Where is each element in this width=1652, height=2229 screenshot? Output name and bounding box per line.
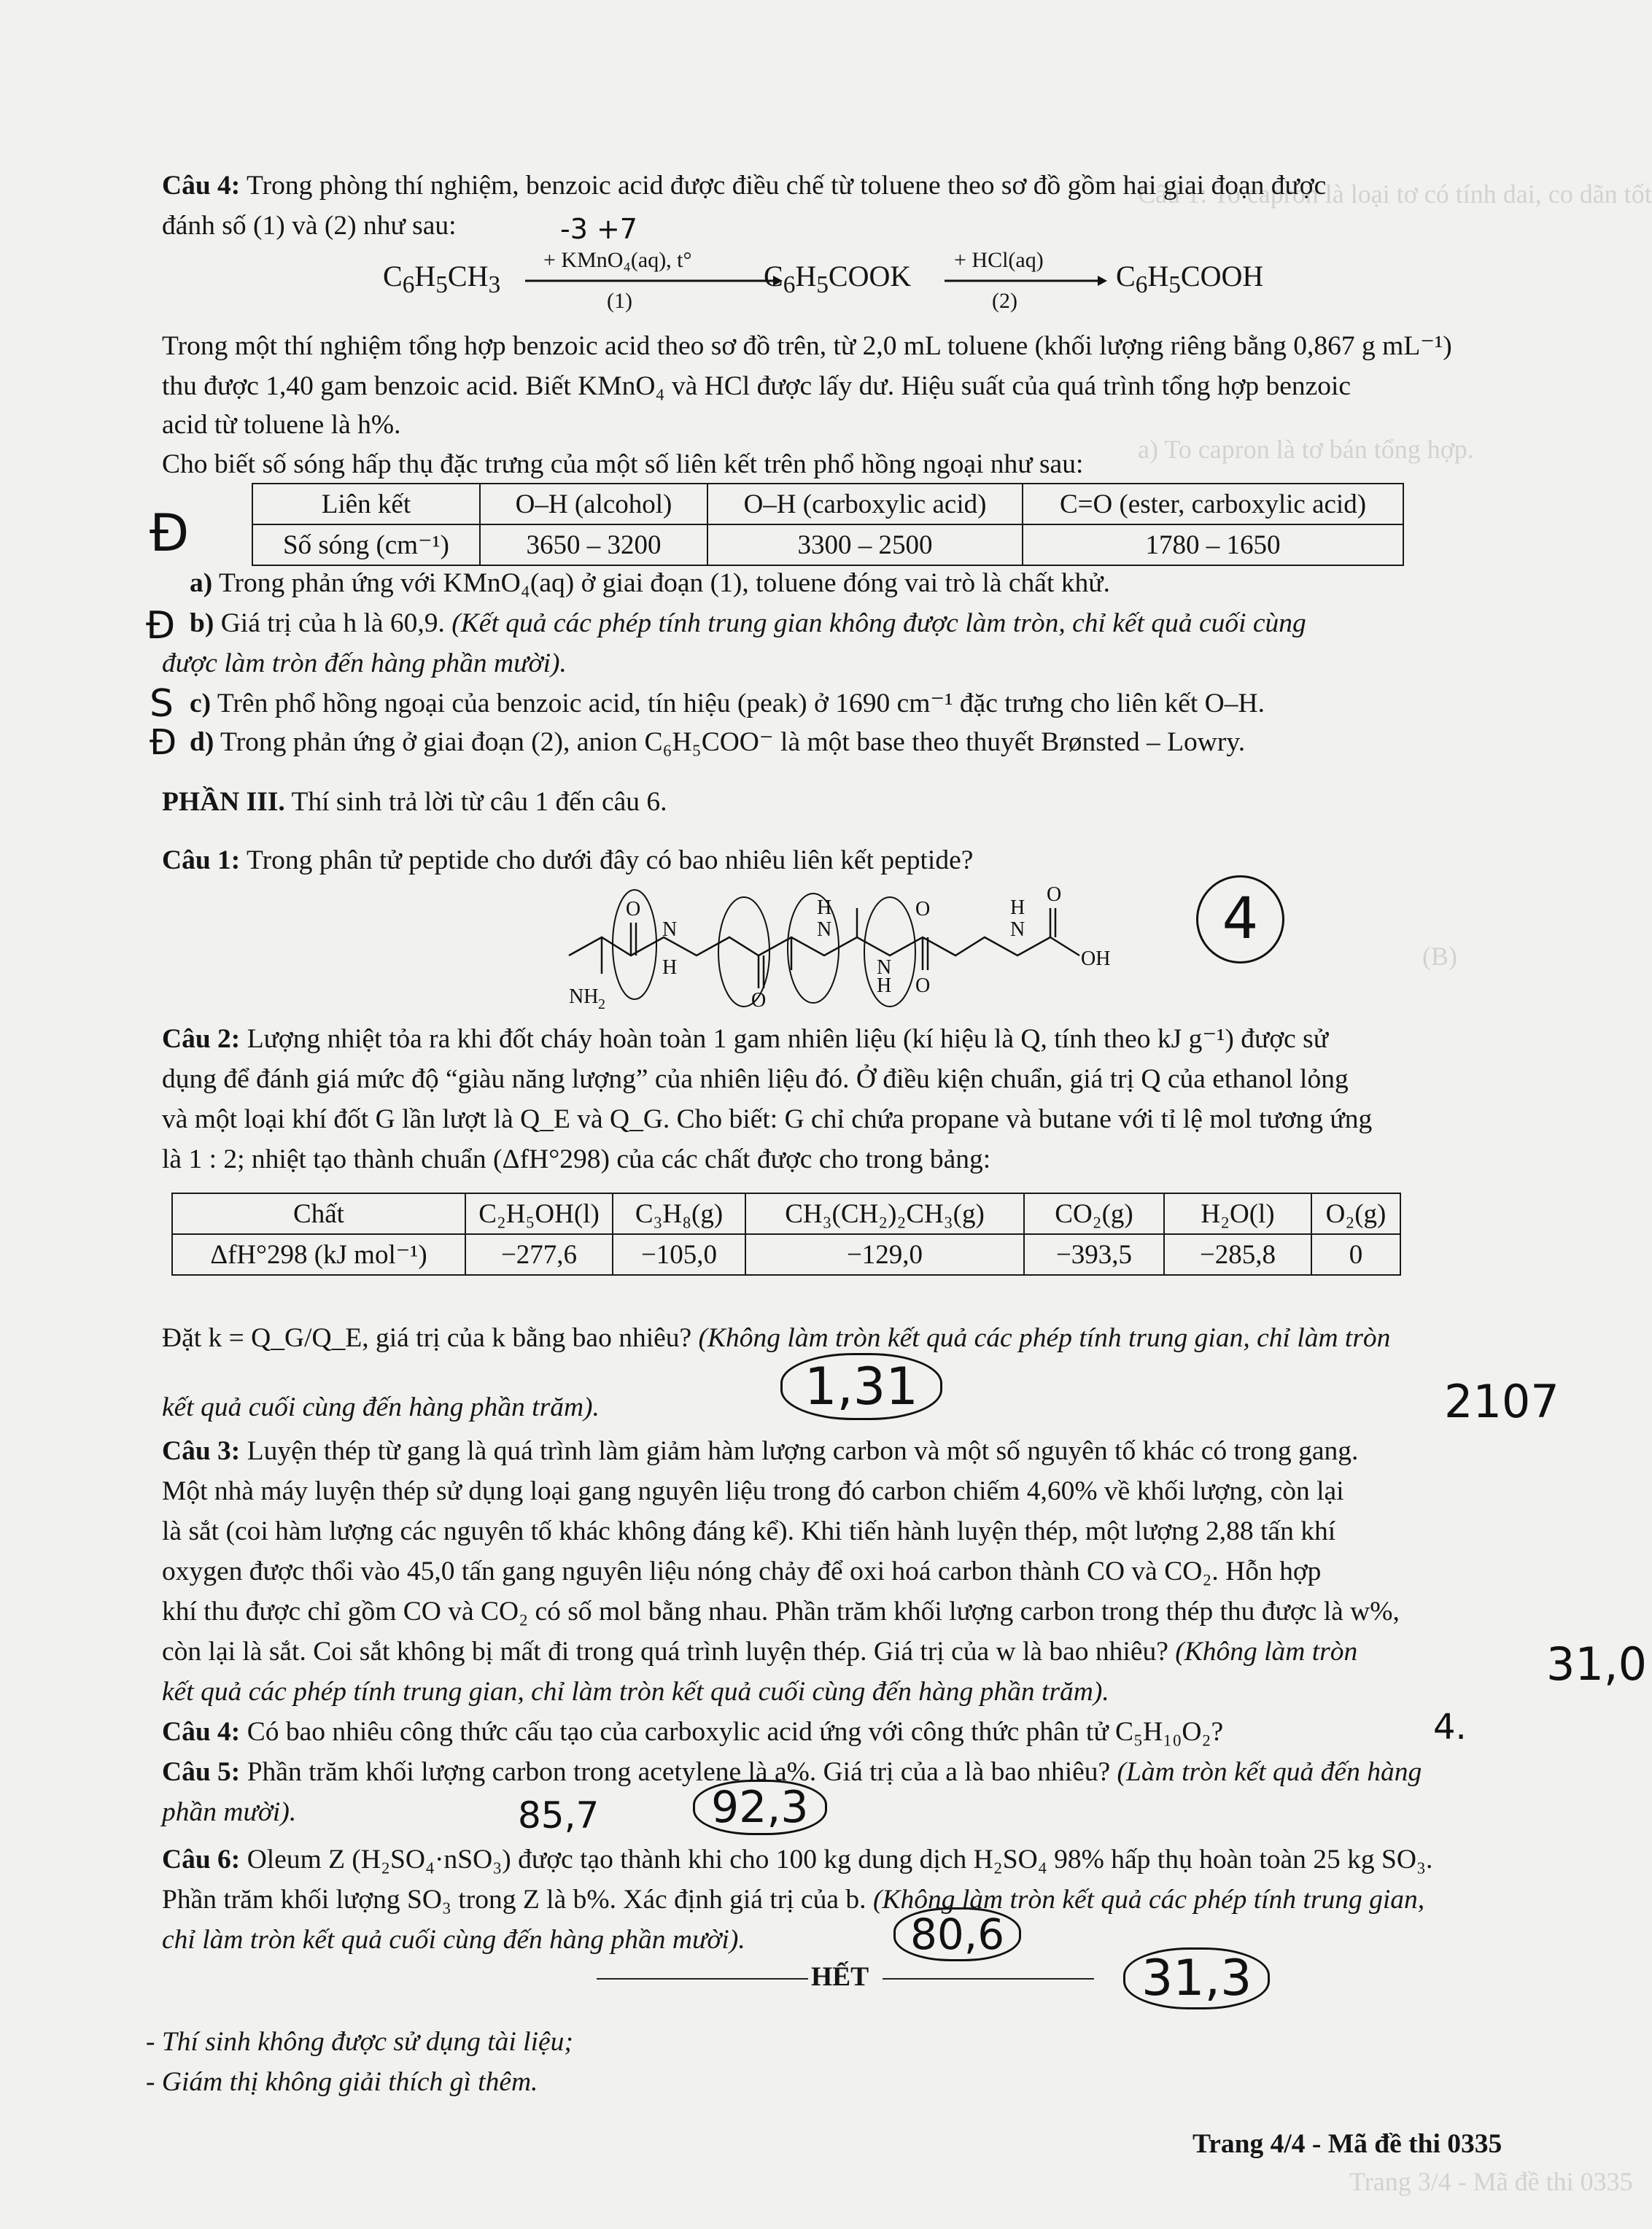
p3-q6-line-2: Phần trăm khối lượng SO₃ trong Z là b%. Xác định giá trị của b. (Không làm tròn kết quả các phép tính trung gian, bbox=[162, 1885, 1425, 1915]
handwritten-oxidation-marks: -3 +7 bbox=[560, 213, 637, 245]
ir-table bbox=[252, 483, 1404, 566]
table-row bbox=[172, 1234, 1400, 1275]
table-cell: O–H (carboxylic acid) bbox=[707, 484, 1023, 524]
p3-q6-line-1: Câu 6: Oleum Z (H₂SO₄·nSO₃) được tạo thành khi cho 100 kg dung dịch H₂SO₄ 98% hấp thụ hoàn toàn 25 kg SO₃. bbox=[162, 1845, 1433, 1875]
table-cell: C₃H₈(g) bbox=[613, 1193, 745, 1234]
p3-q3-line-2: Một nhà máy luyện thép sử dụng loại gang nguyên liệu trong đó carbon chiếm 4,60% về khối lượng, còn lại bbox=[162, 1476, 1344, 1506]
q4-line-5: acid từ toluene là h%. bbox=[162, 410, 401, 440]
reagent-2: + HCl(aq) bbox=[954, 248, 1044, 272]
svg-text:N: N bbox=[817, 918, 832, 941]
bleed-through-text: (B) bbox=[1422, 942, 1457, 971]
p3-q6-line-3: chỉ làm tròn kết quả cuối cùng đến hàng phần mười). bbox=[162, 1925, 745, 1955]
table-cell: CO₂(g) bbox=[1024, 1193, 1164, 1234]
p3-q3-line-4: oxygen được thổi vào 45,0 tấn gang nguyên liệu nóng chảy để oxi hoá carbon thành CO và CO₂. Hỗn hợp bbox=[162, 1557, 1322, 1586]
p3-q2-line-5: Đặt k = Q_G/Q_E, giá trị của k bằng bao nhiêu? (Không làm tròn kết quả các phép tính trung gian, chỉ làm tròn bbox=[162, 1323, 1391, 1353]
p3-q2-line-2: dụng để đánh giá mức độ “giàu năng lượng” của nhiên liệu đó. Ở điều kiện chuẩn, giá trị Q của ethanol lỏng bbox=[162, 1064, 1349, 1094]
step-2-label: (2) bbox=[992, 289, 1017, 313]
handwritten-answer-p3-q2: 1,31 bbox=[780, 1353, 942, 1420]
q4-statement-b-cont: được làm tròn đến hàng phần mười). bbox=[162, 648, 567, 678]
svg-text:NH: NH bbox=[569, 985, 599, 1008]
table-cell: 1780 – 1650 bbox=[1023, 524, 1403, 565]
handwritten-answer-p3-q5: 92,3 bbox=[693, 1780, 827, 1835]
table-cell: Chất bbox=[172, 1193, 465, 1234]
end-rule-right bbox=[883, 1978, 1094, 1980]
q4-statement-a: a) Trong phản ứng với KMnO₄(aq) ở giai đoạn (1), toluene đóng vai trò là chất khử. bbox=[190, 568, 1110, 598]
table-row bbox=[252, 484, 1403, 524]
svg-text:O: O bbox=[915, 898, 931, 920]
q4-statement-b: b) Giá trị của h là 60,9. (Kết quả các phép tính trung gian không được làm tròn, chỉ kết quả cuối cùng bbox=[190, 608, 1306, 638]
part-3-heading: PHẦN III. Thí sinh trả lời từ câu 1 đến câu 6. bbox=[162, 787, 667, 817]
page-footer: Trang 4/4 - Mã đề thi 0335 bbox=[1193, 2129, 1502, 2159]
svg-text:OH: OH bbox=[1081, 947, 1111, 970]
handwritten-answer-p3-q6: 80,6 bbox=[893, 1907, 1021, 1961]
q4-line-1: Câu 4: Trong phòng thí nghiệm, benzoic acid được điều chế từ toluene theo sơ đồ gồm hai giai đoạn được bbox=[162, 171, 1327, 201]
enthalpy-table bbox=[171, 1193, 1401, 1276]
reactant-toluene: $C_6H_5CH_3$ bbox=[383, 260, 501, 298]
table-cell: Số sóng (cm⁻¹) bbox=[252, 524, 480, 565]
note-2: - Giám thị không giải thích gì thêm. bbox=[146, 2067, 538, 2097]
table-cell: C₂H₅OH(l) bbox=[465, 1193, 613, 1234]
table-cell: Liên kết bbox=[252, 484, 480, 524]
p3-q2-line-4: là 1 : 2; nhiệt tạo thành chuẩn (ΔfH°298) của các chất được cho trong bảng: bbox=[162, 1144, 991, 1174]
end-marker: HẾT bbox=[811, 1962, 869, 1992]
p3-q3-line-1: Câu 3: Luyện thép từ gang là quá trình làm giảm hàm lượng carbon và một số nguyên tố khác có trong gang. bbox=[162, 1436, 1359, 1466]
reagent-1: + KMnO₄(aq), t° bbox=[543, 248, 692, 272]
p3-q2-line-1: Câu 2: Lượng nhiệt tỏa ra khi đốt cháy hoàn toàn 1 gam nhiên liệu (kí hiệu là Q, tính theo kJ g⁻¹) được sử bbox=[162, 1024, 1329, 1054]
p3-q5-line-2: phần mười). bbox=[162, 1797, 297, 1827]
handwritten-answer-d: Đ bbox=[150, 722, 177, 763]
table-cell: CH₃(CH₂)₂CH₃(g) bbox=[745, 1193, 1024, 1234]
p3-q2-line-6: kết quả cuối cùng đến hàng phần trăm). bbox=[162, 1392, 600, 1422]
note-1: - Thí sinh không được sử dụng tài liệu; bbox=[146, 2027, 573, 2057]
q4-line-3: Trong một thí nghiệm tổng hợp benzoic acid theo sơ đồ trên, từ 2,0 mL toluene (khối lượng riêng bằng 0,867 g mL⁻¹) bbox=[162, 331, 1452, 361]
svg-text:N: N bbox=[1010, 918, 1025, 941]
peptide-structure bbox=[540, 879, 1123, 1017]
p3-q3-line-5: khí thu được chỉ gồm CO và CO₂ có số mol bằng nhau. Phần trăm khối lượng carbon trong thép thu được là w%, bbox=[162, 1597, 1400, 1627]
table-cell: O₂(g) bbox=[1311, 1193, 1400, 1234]
step-1-label: (1) bbox=[607, 289, 632, 313]
table-cell: O–H (alcohol) bbox=[480, 484, 707, 524]
handwritten-margin-answer: 31,0 bbox=[1546, 1637, 1648, 1691]
svg-text:O: O bbox=[915, 974, 931, 997]
intermediate-salt: $C_6H_5COOK$ bbox=[764, 260, 912, 298]
svg-text:O: O bbox=[1047, 883, 1062, 906]
q4-line-2: đánh số (1) và (2) như sau: bbox=[162, 211, 457, 241]
p3-q1-line: Câu 1: Trong phân tử peptide cho dưới đây có bao nhiêu liên kết peptide? bbox=[162, 845, 974, 875]
table-cell: C=O (ester, carboxylic acid) bbox=[1023, 484, 1403, 524]
q4-statement-d: d) Trong phản ứng ở giai đoạn (2), anion C₆H₅COO⁻ là một base theo thuyết Brønsted – Lowry. bbox=[190, 727, 1246, 757]
p3-q3-line-7: kết quả các phép tính trung gian, chỉ làm tròn kết quả cuối cùng đến hàng phần trăm). bbox=[162, 1677, 1109, 1707]
p3-q3-line-6: còn lại là sắt. Coi sắt không bị mất đi trong quá trình luyện thép. Giá trị của w là bao nhiêu? (Không làm tròn bbox=[162, 1637, 1358, 1667]
table-cell: −277,6 bbox=[465, 1234, 613, 1275]
table-cell: −285,8 bbox=[1164, 1234, 1311, 1275]
handwritten-answer-b: Đ bbox=[146, 604, 176, 648]
svg-text:H: H bbox=[817, 896, 832, 919]
p3-q3-line-3: là sắt (coi hàm lượng các nguyên tố khác không đáng kể). Khi tiến hành luyện thép, một lượng 2,88 tấn khí bbox=[162, 1516, 1336, 1546]
bleed-through-text: a) To capron là tơ bán tổng hợp. bbox=[1138, 435, 1474, 464]
svg-text:O: O bbox=[751, 989, 767, 1012]
end-rule-left bbox=[597, 1978, 808, 1980]
handwritten-answer-circled: 31,3 bbox=[1123, 1947, 1270, 2009]
svg-text:H: H bbox=[877, 974, 892, 997]
handwritten-answer-c: S bbox=[150, 682, 174, 726]
table-cell: ΔfH°298 (kJ mol⁻¹) bbox=[172, 1234, 465, 1275]
q4-line-6: Cho biết số sóng hấp thụ đặc trưng của một số liên kết trên phổ hồng ngoại như sau: bbox=[162, 449, 1084, 479]
handwritten-answer-85-7: 85,7 bbox=[518, 1794, 600, 1837]
p3-q5-line-1: Câu 5: Phần trăm khối lượng carbon trong acetylene là a%. Giá trị của a là bao nhiêu? (Làm tròn kết quả đến hàng bbox=[162, 1757, 1422, 1787]
svg-text:H: H bbox=[1010, 896, 1025, 919]
table-cell: −393,5 bbox=[1024, 1234, 1164, 1275]
q4-statement-c: c) Trên phổ hồng ngoại của benzoic acid, tín hiệu (peak) ở 1690 cm⁻¹ đặc trưng cho liên kết O–H. bbox=[190, 689, 1265, 718]
bleed-through-text: Trang 3/4 - Mã đề thi 0335 bbox=[1349, 2167, 1633, 2196]
p3-q2-line-3: và một loại khí đốt G lần lượt là Q_E và Q_G. Cho biết: G chỉ chứa propane và butane với tỉ lệ mol tương ứng bbox=[162, 1104, 1373, 1134]
table-cell: 3300 – 2500 bbox=[707, 524, 1023, 565]
p3-q4-line: Câu 4: Có bao nhiêu công thức cấu tạo của carboxylic acid ứng với công thức phân tử C₅H₁₀O₂? bbox=[162, 1717, 1224, 1747]
product-benzoic-acid: $C_6H_5COOH$ bbox=[1116, 260, 1264, 298]
table-row bbox=[172, 1193, 1400, 1234]
handwritten-answer-a: Đ bbox=[150, 503, 190, 563]
q4-line-4: thu được 1,40 gam benzoic acid. Biết KMnO₄ và HCl được lấy dư. Hiệu suất của quá trình tổng hợp benzoic bbox=[162, 371, 1352, 401]
table-cell: 0 bbox=[1311, 1234, 1400, 1275]
handwritten-answer-p3-q1: 4 bbox=[1196, 875, 1284, 964]
bleed-through-text: Câu 1: To capron là loại tơ có tính dai, co dãn tốt bbox=[1138, 179, 1652, 209]
svg-text:2: 2 bbox=[598, 996, 605, 1012]
table-cell: H₂O(l) bbox=[1164, 1193, 1311, 1234]
svg-text:O: O bbox=[626, 898, 641, 920]
svg-text:N: N bbox=[877, 956, 892, 979]
table-cell: −105,0 bbox=[613, 1234, 745, 1275]
handwritten-answer-p3-q4: 4. bbox=[1433, 1707, 1467, 1748]
table-cell: 3650 – 3200 bbox=[480, 524, 707, 565]
svg-text:N: N bbox=[662, 918, 678, 941]
table-row bbox=[252, 524, 1403, 565]
table-cell: −129,0 bbox=[745, 1234, 1024, 1275]
handwritten-note-2107: 2107 bbox=[1444, 1375, 1559, 1428]
svg-text:H: H bbox=[662, 956, 678, 979]
